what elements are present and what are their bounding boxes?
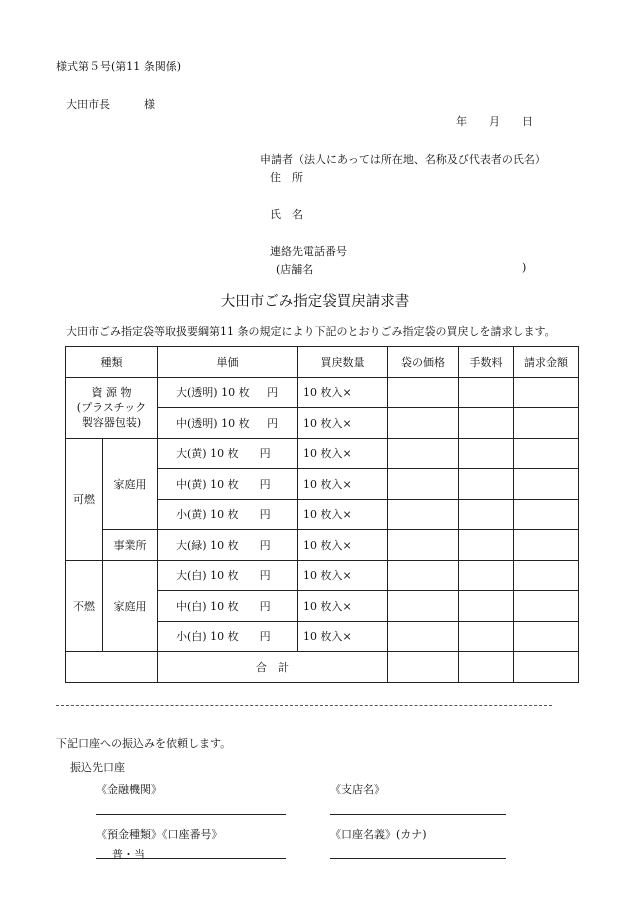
header-type: 種類: [66, 347, 158, 378]
amount-cell[interactable]: [514, 377, 579, 408]
amount-cell[interactable]: [514, 469, 579, 500]
unit-price-cell: 大(白) 10 枚 円: [158, 560, 298, 591]
amount-cell[interactable]: [514, 408, 579, 439]
phone-label: 連絡先電話番号: [270, 245, 347, 258]
bag-price-cell[interactable]: [388, 621, 459, 652]
unit-price-cell: 小(黄) 10 枚 円: [158, 499, 298, 530]
amount-cell[interactable]: [514, 591, 579, 622]
cut-line: [56, 705, 552, 706]
bank-institution-field[interactable]: [96, 814, 286, 815]
request-table: [65, 346, 579, 683]
account-holder-field[interactable]: [330, 858, 506, 859]
unit-price-cell: 大(黄) 10 枚 円: [158, 438, 298, 469]
bag-price-cell[interactable]: [388, 499, 459, 530]
bank-branch-label: 《支店名》: [330, 783, 385, 796]
bag-price-cell[interactable]: [388, 438, 459, 469]
fee-cell[interactable]: [459, 408, 514, 439]
fee-cell[interactable]: [459, 530, 514, 561]
total-blank: [66, 652, 158, 683]
quantity-cell: 10 枚入×: [298, 438, 388, 469]
amount-cell[interactable]: [514, 438, 579, 469]
bag-price-cell[interactable]: [388, 530, 459, 561]
fee-cell[interactable]: [459, 469, 514, 500]
fee-cell[interactable]: [459, 591, 514, 622]
subcategory-business: 事業所: [103, 530, 158, 561]
date-year: 年: [456, 115, 467, 128]
quantity-cell: 10 枚入×: [298, 530, 388, 561]
intro-text: 大田市ごみ指定袋等取扱要綱第11 条の規定により下記のとおりごみ指定袋の買戻しを請求します。: [66, 325, 556, 338]
fee-cell[interactable]: [459, 438, 514, 469]
unit-price-cell: 中(黄) 10 枚 円: [158, 469, 298, 500]
form-number: 様式第５号(第11 条関係): [56, 60, 182, 73]
table-header-row: [66, 347, 579, 378]
date-day: 日: [522, 115, 533, 128]
bag-price-cell[interactable]: [388, 469, 459, 500]
category-recyclable: [66, 377, 158, 438]
bank-branch-field[interactable]: [330, 814, 506, 815]
table-row: [66, 438, 579, 469]
table-row: [66, 560, 579, 591]
header-fee: 手数料: [459, 347, 514, 378]
quantity-cell: 10 枚入×: [298, 499, 388, 530]
unit-price-cell: 中(白) 10 枚 円: [158, 591, 298, 622]
header-quantity: 買戻数量: [298, 347, 388, 378]
total-bag-price[interactable]: [388, 652, 459, 683]
total-amount[interactable]: [514, 652, 579, 683]
quantity-cell: 10 枚入×: [298, 560, 388, 591]
total-fee[interactable]: [459, 652, 514, 683]
header-unit-price: 単価: [158, 347, 298, 378]
amount-cell[interactable]: [514, 621, 579, 652]
quantity-cell: 10 枚入×: [298, 591, 388, 622]
bag-price-cell[interactable]: [388, 591, 459, 622]
subcategory-household: 家庭用: [103, 438, 158, 530]
header-bag-price: 袋の価格: [388, 347, 459, 378]
applicant-label: 申請者（法人にあっては所在地、名称及び代表者の氏名）: [260, 153, 546, 166]
table-row: [66, 530, 579, 561]
bank-institution-label: 《金融機関》: [96, 783, 162, 796]
bag-price-cell[interactable]: [388, 377, 459, 408]
bag-price-cell[interactable]: [388, 560, 459, 591]
category-recyclable-line1: 資 源 物: [91, 386, 132, 399]
account-type-label: 《預金種類》《口座番号》: [96, 828, 223, 841]
header-amount: 請求金額: [514, 347, 579, 378]
date-line: [456, 113, 533, 129]
honorific: 様: [144, 98, 155, 111]
fee-cell[interactable]: [459, 621, 514, 652]
unit-price-cell: 中(透明) 10 枚 円: [158, 408, 298, 439]
category-nonburnable: 不燃: [66, 560, 103, 652]
quantity-cell: 10 枚入×: [298, 408, 388, 439]
subcategory-household: 家庭用: [103, 560, 158, 652]
quantity-cell: 10 枚入×: [298, 621, 388, 652]
unit-price-cell: 大(緑) 10 枚 円: [158, 530, 298, 561]
amount-cell[interactable]: [514, 530, 579, 561]
page-title: 大田市ごみ指定袋買戻請求書: [220, 294, 410, 310]
unit-price-cell: 大(透明) 10 枚 円: [158, 377, 298, 408]
quantity-cell: 10 枚入×: [298, 469, 388, 500]
account-holder-label: 《口座名義》(カナ): [330, 828, 427, 841]
addressee: [66, 96, 155, 112]
category-burnable: 可燃: [66, 438, 103, 560]
category-recyclable-line3: 製容器包装): [81, 416, 142, 429]
addressee-name: 大田市長: [66, 98, 110, 111]
transfer-destination: 振込先口座: [70, 761, 125, 774]
total-label: 合 計: [158, 652, 388, 683]
fee-cell[interactable]: [459, 377, 514, 408]
shop-name-open: (店舗名: [276, 263, 314, 276]
date-month: 月: [489, 115, 500, 128]
amount-cell[interactable]: [514, 499, 579, 530]
address-label: 住 所: [270, 171, 303, 184]
quantity-cell: 10 枚入×: [298, 377, 388, 408]
account-type-choice[interactable]: 普・当: [112, 848, 145, 861]
bag-price-cell[interactable]: [388, 408, 459, 439]
name-label: 氏 名: [270, 208, 303, 221]
category-recyclable-line2: (プラスチック: [76, 401, 147, 414]
fee-cell[interactable]: [459, 499, 514, 530]
table-row: [66, 377, 579, 408]
shop-name-close: ): [522, 261, 527, 274]
unit-price-cell: 小(白) 10 枚 円: [158, 621, 298, 652]
account-number-field[interactable]: [96, 858, 286, 859]
amount-cell[interactable]: [514, 560, 579, 591]
fee-cell[interactable]: [459, 560, 514, 591]
transfer-request: 下記口座への振込みを依頼します。: [56, 737, 232, 750]
total-row: [66, 652, 579, 683]
